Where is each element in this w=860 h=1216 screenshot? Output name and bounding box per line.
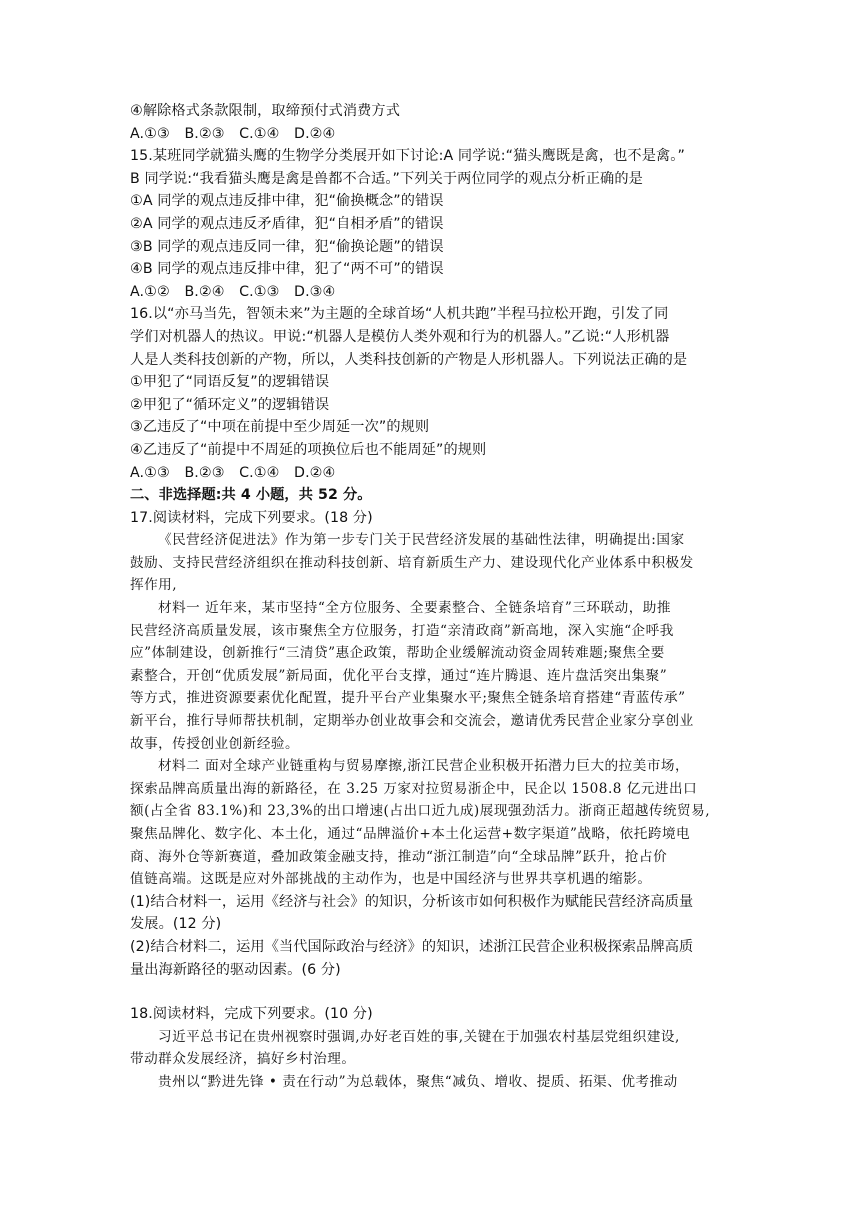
q17-intro-line: 鼓励、支持民营经济组织在推动科技创新、培育新质生产力、建设现代化产业体系中积极发 [130, 554, 694, 571]
q17-material1-line: 故事，传授创业创新经验。 [130, 735, 300, 752]
q17-requirement-1: 发展。(12 分) [130, 916, 222, 933]
q15-options [130, 281, 736, 304]
q18-para-line: 贵州以“黔进先锋 • 责在行动”为总载体，聚焦“减负、增收、提质、拓渠、优考推动 [158, 1073, 678, 1090]
option-c: C.①④ [239, 464, 280, 481]
q15-item: ③B 同学的观点违反同一律，犯“偷换论题”的错误 [130, 238, 444, 255]
q15-item: ④B 同学的观点违反排中律，犯了“两不可”的错误 [130, 261, 444, 278]
q16-item: ③乙违反了“中项在前提中至少周延一次”的规则 [130, 419, 430, 436]
q16-stem-line: 16.以“亦马当先，智领未来”为主题的全球首场“人机共跑”半程马拉松开跑，引发了同 [130, 306, 669, 323]
q18-para-line: 习近平总书记在贵州视察时强调,办好老百姓的事,关键在于加强农村基层党组织建设, [158, 1028, 680, 1045]
q18-title: 18.阅读材料，完成下列要求。(10 分) [130, 1006, 373, 1023]
q17-material1-line: 等方式，推进资源要素优化配置，提升平台产业集聚水平;聚焦全链条培育搭建“青蓝传承” [130, 690, 686, 707]
section-heading: 二、非选择题:共 4 小题，共 52 分。 [130, 487, 372, 504]
q16-options [130, 462, 736, 485]
q15-item: ①A 同学的观点违反排中律，犯“偷换概念”的错误 [130, 193, 444, 210]
q18-para-line: 带动群众发展经济，搞好乡村治理。 [130, 1051, 356, 1068]
q16-item: ④乙违反了“前提中不周延的项换位后也不能周延”的规则 [130, 441, 487, 458]
q17-requirement-2: 量出海新路径的驱动因素。(6 分) [130, 961, 341, 978]
q16-item: ②甲犯了“循环定义”的逻辑错误 [130, 396, 330, 413]
option-d: D.③④ [294, 283, 336, 300]
q16-stem-line: 人是人类科技创新的产物，所以，人类科技创新的产物是人形机器人。下列说法正确的是 [130, 351, 688, 368]
option-c: C.①③ [239, 283, 280, 300]
option-b: B.②③ [184, 125, 225, 142]
q14-options [130, 123, 736, 146]
q17-material1-line: 素整合，开创“优质发展”新局面，优化平台支撑，通过“连片腾退、连片盘活突出集聚” [130, 667, 668, 684]
q17-intro-line: 挥作用, [130, 577, 178, 594]
option-a: A.①② [130, 283, 170, 300]
q16-stem-line: 学们对机器人的热议。甲说:“机器人是模仿人类外观和行为的机器人。”乙说:“人形机器 [130, 328, 670, 345]
option-d: D.②④ [294, 464, 336, 481]
q17-material2-line: 商、海外仓等新赛道，叠加政策金融支持，推动“浙江制造”向“全球品牌”跃升，抢占价 [130, 848, 668, 865]
option-c: C.①④ [239, 125, 280, 142]
option-d: D.②④ [294, 125, 336, 142]
q17-material2-line: 探索品牌高质量出海的新路径，在 3.25 万家对拉贸易浙企中，民企以 1508.8 亿元进出口 [130, 780, 698, 797]
option-a: A.①③ [130, 125, 170, 142]
option-a: A.①③ [130, 464, 170, 481]
q14-item-4: ④解除格式条款限制，取缔预付式消费方式 [130, 103, 400, 119]
q15-stem-line: 15.某班同学就猫头鹰的生物学分类展开如下讨论:A 同学说:“猫头鹰既是禽，也不是禽。” [130, 148, 685, 165]
q17-material2-line: 值链高端。这既是应对外部挑战的主动作为，也是中国经济与世界共享机遇的缩影。 [130, 871, 652, 888]
q17-material1-line: 新平台，推行导师帮扶机制，定期举办创业故事会和交流会，邀请优秀民营企业家分享创业 [130, 713, 694, 730]
q17-requirement-1: (1)结合材料一，运用《经济与社会》的知识，分析该市如何积极作为赋能民营经济高质量 [130, 893, 694, 910]
option-b: B.②④ [184, 283, 225, 300]
q16-item: ①甲犯了“同语反复”的逻辑错误 [130, 374, 330, 391]
q15-item: ②A 同学的观点违反矛盾律，犯“自相矛盾”的错误 [130, 215, 444, 232]
q17-intro-line: 《民营经济促进法》作为第一步专门关于民营经济发展的基础性法律，明确提出:国家 [158, 532, 685, 549]
q17-material2-line: 聚焦品牌化、数字化、本土化，通过“品牌溢价+本土化运营+数字渠道”战略，依托跨境电 [130, 826, 691, 842]
q17-material1-line: 材料一 近年来，某市坚持“全方位服务、全要素整合、全链条培育”三环联动，助推 [158, 600, 671, 617]
q17-material2-line: 材料二 面对全球产业链重构与贸易摩擦,浙江民营企业积极开拓潜力巨大的拉美市场， [158, 758, 690, 775]
spacer [130, 981, 736, 1003]
q17-material2-line: 额(占全省 83.1%)和 23,3%的出口增速(占出口近九成)展现强劲活力。浙商正超越传统贸易, [130, 803, 711, 820]
q15-stem-line: B 同学说:“我看猫头鹰是禽是兽都不合适。”下列关于两位同学的观点分析正确的是 [130, 170, 643, 187]
q17-title: 17.阅读材料，完成下列要求。(18 分) [130, 509, 373, 526]
option-b: B.②③ [184, 464, 225, 481]
q17-material1-line: 应”体制建设，创新推行“三清贷”惠企政策，帮助企业缓解流动资金周转难题;聚焦全要 [130, 645, 665, 662]
exam-page [130, 100, 736, 1094]
q17-material1-line: 民营经济高质量发展，该市聚焦全方位服务，打造“亲清政商”新高地，深入实施“企呼我 [130, 622, 674, 639]
q17-requirement-2: (2)结合材料二，运用《当代国际政治与经济》的知识，述浙江民营企业积极探索品牌高质 [130, 938, 694, 955]
